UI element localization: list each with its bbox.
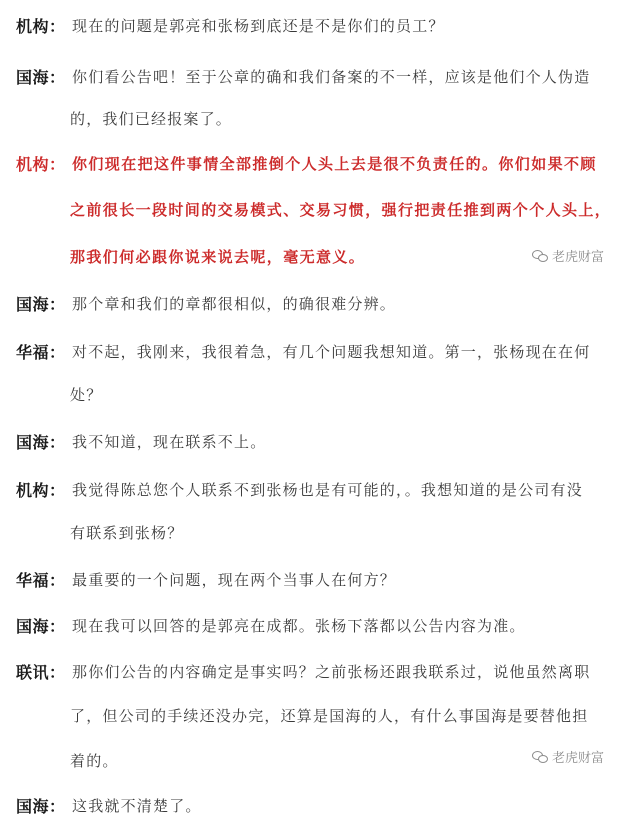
speaker-label: 国海： xyxy=(16,295,66,314)
dialogue-line: 现在的问题是郭亮和张杨到底还是不是你们的员工？ xyxy=(72,17,445,35)
watermark-label: 老虎财富 xyxy=(552,250,605,265)
dialogue-line: 之前很长一段时间的交易模式、交易习惯，强行把责任推到两个个人头上， xyxy=(70,201,612,219)
dialogue-line: 那我们何必跟你说来说去呢，毫无意义。 xyxy=(70,248,366,266)
dialogue-line: 的，我们已经报案了。 xyxy=(70,110,233,128)
speaker-label: 机构： xyxy=(16,155,66,174)
dialogue-line: 有联系到张杨？ xyxy=(70,524,184,542)
dialogue-line: 处？ xyxy=(70,386,103,404)
dialogue-line: 你们看公告吧！至于公章的确和我们备案的不一样，应该是他们个人伪造 xyxy=(72,68,591,86)
speaker-label: 国海： xyxy=(16,797,66,816)
dialogue-line: 着的。 xyxy=(70,752,119,770)
watermark xyxy=(532,747,604,766)
watermark xyxy=(532,246,604,265)
speaker-label: 机构： xyxy=(16,481,66,500)
speaker-label: 国海： xyxy=(16,68,66,87)
dialogue-line: 我觉得陈总您个人联系不到张杨也是有可能的，。我想知道的是公司有没 xyxy=(72,481,583,499)
dialogue-line: 了，但公司的手续还没办完，还算是国海的人，有什么事国海是要替他担 xyxy=(70,707,589,725)
dialogue-line: 那个章和我们的章都很相似，的确很难分辨。 xyxy=(72,295,397,313)
dialogue-line: 那你们公告的内容确定是事实吗？之前张杨还跟我联系过，说他虽然离职 xyxy=(72,663,591,681)
dialogue-line: 你们现在把这件事情全部推倒个人头上去是很不负责任的。你们如果不顾 xyxy=(72,155,597,173)
speaker-label: 机构： xyxy=(16,17,66,36)
speaker-label: 华福： xyxy=(16,343,66,362)
dialogue-line: 最重要的一个问题，现在两个当事人在何方？ xyxy=(72,571,397,589)
speaker-label: 联讯： xyxy=(16,663,66,682)
speaker-label: 华福： xyxy=(16,571,66,590)
wechat-icon xyxy=(532,750,548,764)
dialogue-line: 这我就不清楚了。 xyxy=(72,797,202,815)
dialogue-line: 对不起，我刚来，我很着急，有几个问题我想知道。第一，张杨现在在何 xyxy=(72,343,591,361)
watermark-label: 老虎财富 xyxy=(552,751,605,766)
speaker-label: 国海： xyxy=(16,433,66,452)
wechat-icon xyxy=(532,249,548,263)
dialogue-line: 现在我可以回答的是郭亮在成都。张杨下落都以公告内容为准。 xyxy=(72,617,526,635)
speaker-label: 国海： xyxy=(16,617,66,636)
dialogue-line: 我不知道，现在联系不上。 xyxy=(72,433,267,451)
